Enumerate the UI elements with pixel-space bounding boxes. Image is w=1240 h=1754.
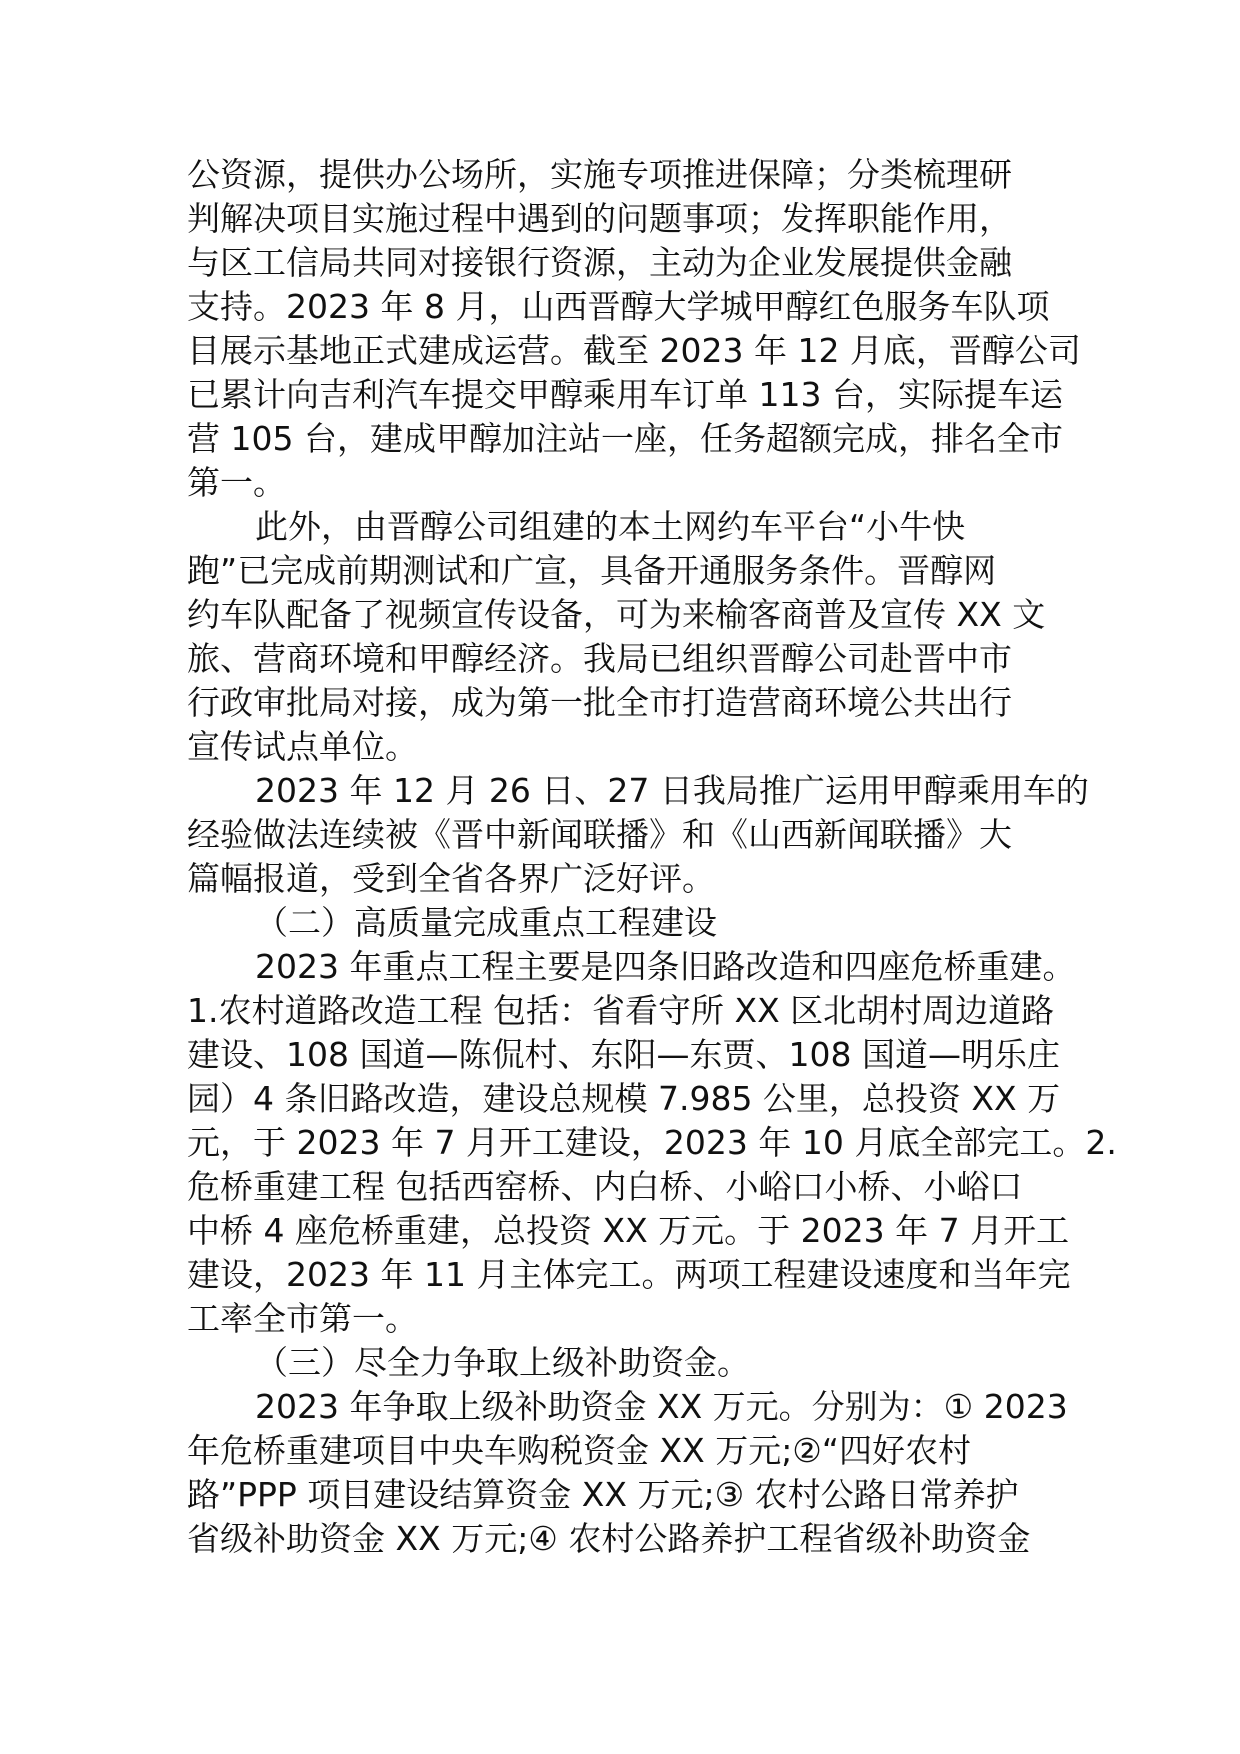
text-line: 2023 年重点工程主要是四条旧路改造和四座危桥重建。 — [255, 947, 1076, 986]
text-line: 约车队配备了视频宣传设备，可为来榆客商普及宣传 XX 文 — [187, 595, 1046, 634]
text-line: 旅、营商环境和甲醇经济。我局已组织晋醇公司赴晋中市 — [187, 639, 1012, 678]
text-line: 营 105 台，建成甲醇加注站一座，任务超额完成，排名全市 — [187, 419, 1063, 458]
text-line: 目展示基地正式建成运营。截至 2023 年 12 月底，晋醇公司 — [187, 331, 1081, 370]
paragraph-subsidies — [187, 1385, 1068, 1561]
text-line: 支持。2023 年 8 月，山西晋醇大学城甲醇红色服务车队项 — [187, 287, 1050, 326]
text-line: 行政审批局对接，成为第一批全市打造营商环境公共出行 — [187, 683, 1012, 722]
text-line: 已累计向吉利汽车提交甲醇乘用车订单 113 台，实际提车运 — [187, 375, 1063, 414]
text-line: 判解决项目实施过程中遇到的问题事项；发挥职能作用， — [187, 199, 1012, 238]
text-line: 2023 年 12 月 26 日、27 日我局推广运用甲醇乘用车的 — [255, 771, 1089, 810]
text-line: 此外，由晋醇公司组建的本土网约车平台“小牛快 — [255, 507, 966, 546]
text-line: 中桥 4 座危桥重建，总投资 XX 万元。于 2023 年 7 月开工 — [187, 1211, 1070, 1250]
section-heading-subsidies — [187, 1341, 1053, 1385]
text-line: 园）4 条旧路改造，建设总规模 7.985 公里，总投资 XX 万 — [187, 1079, 1061, 1118]
text-line: 危桥重建工程 包括西窑桥、内白桥、小峪口小桥、小峪口 — [187, 1167, 1023, 1206]
text-line: 跑”已完成前期测试和广宣，具备开通服务条件。晋醇网 — [187, 551, 997, 590]
section-heading: （二）高质量完成重点工程建设 — [255, 903, 717, 942]
paragraph-key-projects — [187, 945, 1117, 1341]
text-line: 篇幅报道，受到全省各界广泛好评。 — [187, 859, 715, 898]
text-line: 年危桥重建项目中央车购税资金 XX 万元;②“四好农村 — [187, 1431, 971, 1470]
text-line: 建设、108 国道—陈侃村、东阳—东贾、108 国道—明乐庄 — [187, 1035, 1060, 1074]
text-line: 省级补助资金 XX 万元;④ 农村公路养护工程省级补助资金 — [187, 1519, 1031, 1558]
text-line: 第一。 — [187, 463, 286, 502]
text-line: 1.农村道路改造工程 包括：省看守所 XX 区北胡村周边道路 — [187, 991, 1055, 1030]
paragraph-resource-support — [187, 153, 1081, 505]
text-line: 工率全市第一。 — [187, 1299, 418, 1338]
paragraph-news-coverage — [187, 769, 1089, 901]
text-line: 与区工信局共同对接银行资源，主动为企业发展提供金融 — [187, 243, 1012, 282]
text-line: 建设，2023 年 11 月主体完工。两项工程建设速度和当年完 — [187, 1255, 1071, 1294]
text-line: 元，于 2023 年 7 月开工建设，2023 年 10 月底全部完工。2. — [187, 1123, 1117, 1162]
text-line: 经验做法连续被《晋中新闻联播》和《山西新闻联播》大 — [187, 815, 1012, 854]
text-line: 2023 年争取上级补助资金 XX 万元。分别为：① 2023 — [255, 1387, 1068, 1426]
text-line: 宣传试点单位。 — [187, 727, 418, 766]
text-line: 公资源，提供办公场所，实施专项推进保障；分类梳理研 — [187, 155, 1012, 194]
section-heading: （三）尽全力争取上级补助资金。 — [255, 1343, 750, 1382]
paragraph-ride-hailing-platform — [187, 505, 1053, 769]
text-line: 路”PPP 项目建设结算资金 XX 万元;③ 农村公路日常养护 — [187, 1475, 1019, 1514]
document-body — [187, 153, 1117, 1561]
section-heading-key-projects — [187, 901, 1053, 945]
